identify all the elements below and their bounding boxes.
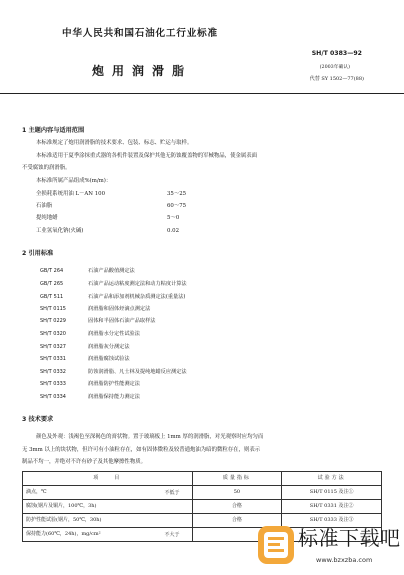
section3-para-line2: 无 3mm 以上的块状物，但许可有小油粒存在，如有固体微粒及较普通炮油为暗的微粒存在，则表示 [22,447,261,453]
reference-item: SH/T 0115 润滑脂和固体烃滴点测定法 [40,306,151,312]
reference-item: SH/T 0320 润滑脂水分定性试验法 [40,331,140,337]
section1-heading: 1 主题内容与适用范围 [22,127,85,134]
document-title: 炮用润滑脂 [92,64,193,78]
section1-para2-line1: 本标准适用于夏季涂抹重式器的各机件装置及保护其他无防蚀覆盖物的军械物品，使金属表面 [36,153,258,159]
section3-para-line1: 颜色及外观：浅褐色至深褐色的膏状物。置于玻璃板上 1mm 厚的润滑脂，对光观察时应均匀而 [36,434,264,440]
watermark-url: www.bzxzba.com [316,556,373,564]
table-row: 防护性能试验(钢片，50℃，30h) 合格 SH/T 0333 及注③ [23,514,382,528]
table-row: 保持能力(60℃，24h)，mg/cm² 不大于 [23,528,382,542]
replace-note: 代替 SY 1502—77(88) [309,76,364,82]
reference-item: GB/T 511 石油产品和添加剂机械杂质测定法(重量法) [40,294,186,300]
reference-item: SH/T 0333 润滑脂防护性能测定法 [40,381,140,387]
org-title: 中华人民共和国石油化工行业标准 [62,28,218,39]
header-rule [0,93,404,94]
confirm-note: (2003年确认) [319,65,350,70]
site-watermark [258,524,404,575]
column-header-method: 试验方法 [282,472,382,486]
section1-para2-line2: 不受腐蚀的润滑脂。 [22,165,71,171]
section3-heading: 3 技术要求 [22,416,54,423]
table-header-row [23,472,382,486]
reference-item: SH/T 0331 润滑脂腐蚀试验法 [40,356,130,362]
table-row: 滴点，℃ 不低于 50 SH/T 0115 及注① [23,486,382,500]
column-header-value: 质量指标 [192,472,282,486]
section1-para1: 本标准规定了炮用润滑脂的技术要求、包装、标志、贮运与取样。 [36,140,193,146]
section2-heading: 2 引用标准 [22,250,54,257]
reference-item: GB/T 265 石油产品运动粘度测定法和动力粘度计算法 [40,281,187,287]
reference-item: SH/T 0332 防蚀润滑脂、凡士林及提纯地蜡反应测定法 [40,369,187,375]
table-row: 腐蚀(钢片及铜片，100℃，3h) 合格 SH/T 0331 及注② [23,500,382,514]
reference-item: GB/T 264 石油产品酸值测定法 [40,268,135,274]
watermark-text: 标准下载吧 [298,526,401,550]
reference-item: SH/T 0229 固体和半固体石油产品取样法 [40,318,156,324]
composition-intro: 本标准所属产品组成%(m/m)： [36,178,112,184]
standard-number: SH/T 0383—92 [311,50,362,57]
reference-item: SH/T 0327 润滑脂灰分测定法 [40,344,130,350]
reference-item: SH/T 0334 润滑脂保持能力测定法 [40,394,140,400]
column-header-item: 项 目 [23,472,193,486]
section3-para-line3: 制品不均一，并绝对不许有砂子及其他摩擦性物质。 [22,459,146,465]
document-logo-icon [258,526,294,564]
